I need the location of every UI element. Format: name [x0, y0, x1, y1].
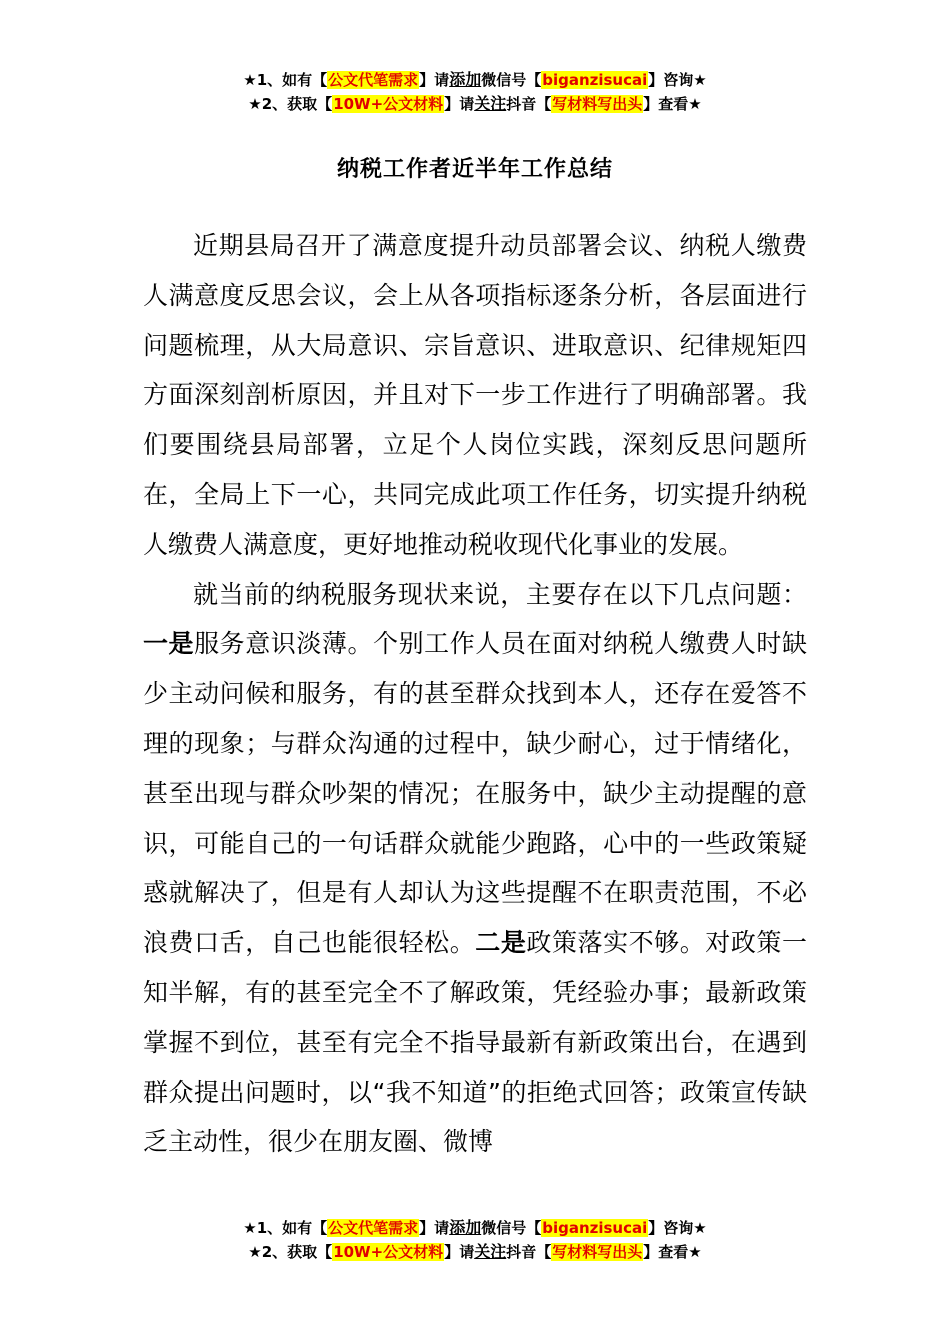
- paragraph-1: 近期县局召开了满意度提升动员部署会议、纳税人缴费人满意度反思会议，会上从各项指标逐条分析，各层面进行问题梳理，从大局意识、宗旨意识、进取意识、纪律规矩四方面深刻剖析原因，并且对下一步工作进行了明确部署。我们要围绕县局部署，立足个人岗位实践，深刻反思问题所在，全局上下一心，共同完成此项工作任务，切实提升纳税人缴费人满意度，更好地推动税收现代化事业的发展。: [143, 231, 807, 559]
- banner-highlight-materials: 10W+公文材料: [333, 1243, 444, 1261]
- banner-text: ★1、如有【: [243, 1219, 328, 1237]
- banner-highlight-wechat: biganzisucai: [542, 1219, 648, 1237]
- banner-emphasis: 关注: [474, 1242, 507, 1261]
- point-1-lead: 一是: [143, 629, 195, 659]
- banner-text: 微信号【: [481, 71, 542, 89]
- banner-highlight-douyin: 写材料写出头: [552, 1243, 643, 1261]
- document-body: [143, 221, 807, 1167]
- banner-emphasis: 添加: [449, 70, 482, 89]
- banner-highlight-service: 公文代笔需求: [328, 1219, 419, 1237]
- banner-line-1: [0, 1216, 950, 1240]
- banner-highlight-service: 公文代笔需求: [328, 71, 419, 89]
- banner-text: 】查看★: [643, 1243, 702, 1261]
- banner-text: 】请: [419, 71, 450, 89]
- document-title: 纳税工作者近半年工作总结: [336, 157, 613, 182]
- paragraph-2: [143, 570, 807, 1168]
- banner-highlight-materials: 10W+公文材料: [333, 95, 444, 113]
- banner-emphasis: 添加: [449, 1218, 482, 1237]
- banner-text: 抖音【: [506, 1243, 552, 1261]
- banner-text: 微信号【: [481, 1219, 542, 1237]
- banner-text: 】请: [444, 1243, 475, 1261]
- point-1-text: 服务意识淡薄。个别工作人员在面对纳税人缴费人时缺少主动问候和服务，有的甚至群众找到本人，还存在爱答不理的现象；与群众沟通的过程中，缺少耐心，过于情绪化，甚至出现与群众吵架的情况；在服务中，缺少主动提醒的意识，可能自己的一句话群众就能少跑路，心中的一些政策疑惑就解决了，但是有人却认为这些提醒不在职责范围，不必浪费口舌，自己也能很轻松。: [143, 629, 807, 958]
- banner-line-2: [0, 92, 950, 116]
- banner-emphasis: 关注: [474, 94, 507, 113]
- banner-text: 】咨询★: [648, 71, 707, 89]
- banner-text: 】请: [444, 95, 475, 113]
- banner-text: 】请: [419, 1219, 450, 1237]
- banner-highlight-douyin: 写材料写出头: [552, 95, 643, 113]
- banner-text: ★2、获取【: [248, 95, 333, 113]
- header-banner: [0, 68, 950, 116]
- banner-line-2: [0, 1240, 950, 1264]
- footer-banner: [0, 1216, 950, 1264]
- banner-text: ★2、获取【: [248, 1243, 333, 1261]
- banner-text: 抖音【: [506, 95, 552, 113]
- banner-highlight-wechat: biganzisucai: [542, 71, 648, 89]
- point-2-text: 政策落实不够。对政策一知半解，有的甚至完全不了解政策，凭经验办事；最新政策掌握不到位，甚至有完全不指导最新有新政策出台，在遇到群众提出问题时，以“我不知道”的拒绝式回答；政策宣传缺乏主动性，很少在朋友圈、微博: [143, 928, 807, 1157]
- banner-text: ★1、如有【: [243, 71, 328, 89]
- banner-text: 】咨询★: [648, 1219, 707, 1237]
- point-2-lead: 二是: [475, 928, 527, 958]
- banner-line-1: [0, 68, 950, 92]
- banner-text: 】查看★: [643, 95, 702, 113]
- paragraph-2-intro: 就当前的纳税服务现状来说，主要存在以下几点问题：: [193, 579, 807, 609]
